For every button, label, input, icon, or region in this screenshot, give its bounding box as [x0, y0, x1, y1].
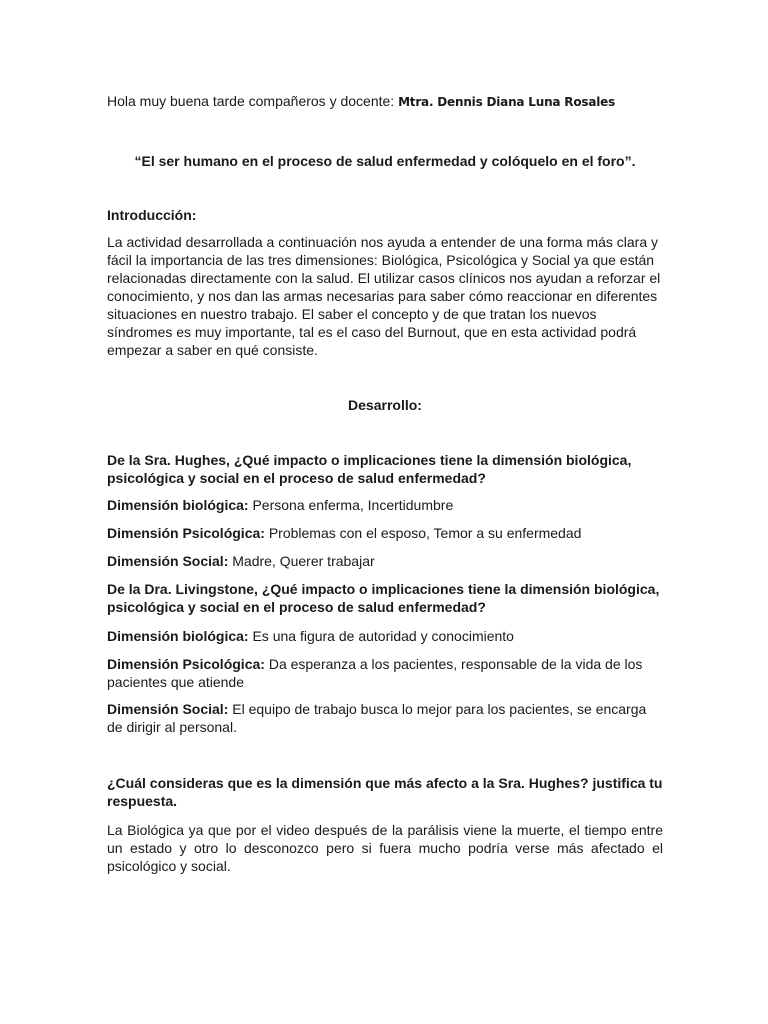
hughes-biological-line: [107, 496, 663, 514]
dimension-label: Dimensión biológica:: [107, 497, 249, 513]
dimension-label: Dimensión Social:: [107, 701, 229, 717]
dimension-text: Persona enferma, Incertidumbre: [248, 497, 454, 513]
teacher-name: Mtra. Dennis Diana Luna Rosales: [398, 95, 616, 109]
greeting-text: Hola muy buena tarde compañeros y docente:: [107, 93, 399, 109]
livingstone-psychological-line: [107, 655, 663, 691]
development-heading: Desarrollo:: [348, 397, 422, 413]
dimension-label: Dimensión Social:: [107, 553, 229, 569]
dimension-text: Problemas con el esposo, Temor a su enfermedad: [264, 525, 582, 541]
question-most-affected: ¿Cuál consideras que es la dimensión que más afecto a la Sra. Hughes? justifica tu respuesta.: [107, 775, 663, 809]
dimension-text: El equipo de trabajo busca lo mejor para los pacientes, se encarga de dirigir al personal.: [107, 701, 647, 735]
dimension-label: Dimensión Psicológica:: [107, 525, 265, 541]
hughes-social-line: [107, 552, 663, 570]
greeting-line: [107, 92, 663, 111]
dimension-label: Dimensión biológica:: [107, 628, 249, 644]
hughes-psychological-line: [107, 524, 663, 542]
question-hughes: De la Sra. Hughes, ¿Qué impacto o implicaciones tiene la dimensión biológica, psicológica y social en el proceso de salud enfermedad?: [107, 452, 632, 486]
dimension-label: Dimensión Psicológica:: [107, 656, 265, 672]
answer-most-affected: La Biológica ya que por el video después de la parálisis viene la muerte, el tiempo entre un estado y otro lo desconozco pero si fuera mucho podría verse más afectado el psicológico y social.: [107, 822, 663, 874]
dimension-text: Madre, Querer trabajar: [228, 553, 375, 569]
document-title: “El ser humano en el proceso de salud enfermedad y colóquelo en el foro”.: [134, 153, 636, 169]
livingstone-social-line: [107, 700, 663, 736]
dimension-text: Da esperanza a los pacientes, responsable de la vida de los pacientes que atiende: [107, 656, 643, 690]
introduction-body: La actividad desarrollada a continuación nos ayuda a entender de una forma más clara y fácil la importancia de las tres dimensiones: Biológica, Psicológica y Social ya que están relacionadas directamente con la salud. El utilizar casos clínicos nos ayudan a reforzar el conocimiento, y nos dan las armas necesarias para saber cómo reaccionar en diferentes situaciones en nuestro trabajo. El saber el concepto y de que tratan los nuevos síndromes es muy importante, tal es el caso del Burnout, que en esta actividad podrá empezar a saber en qué consiste.: [107, 234, 661, 358]
question-livingstone: De la Dra. Livingstone, ¿Qué impacto o implicaciones tiene la dimensión biológica, psicológica y social en el proceso de salud enfermedad?: [107, 581, 660, 615]
introduction-heading: Introducción:: [107, 207, 197, 223]
livingstone-biological-line: [107, 627, 663, 645]
dimension-text: Es una figura de autoridad y conocimiento: [248, 628, 514, 644]
